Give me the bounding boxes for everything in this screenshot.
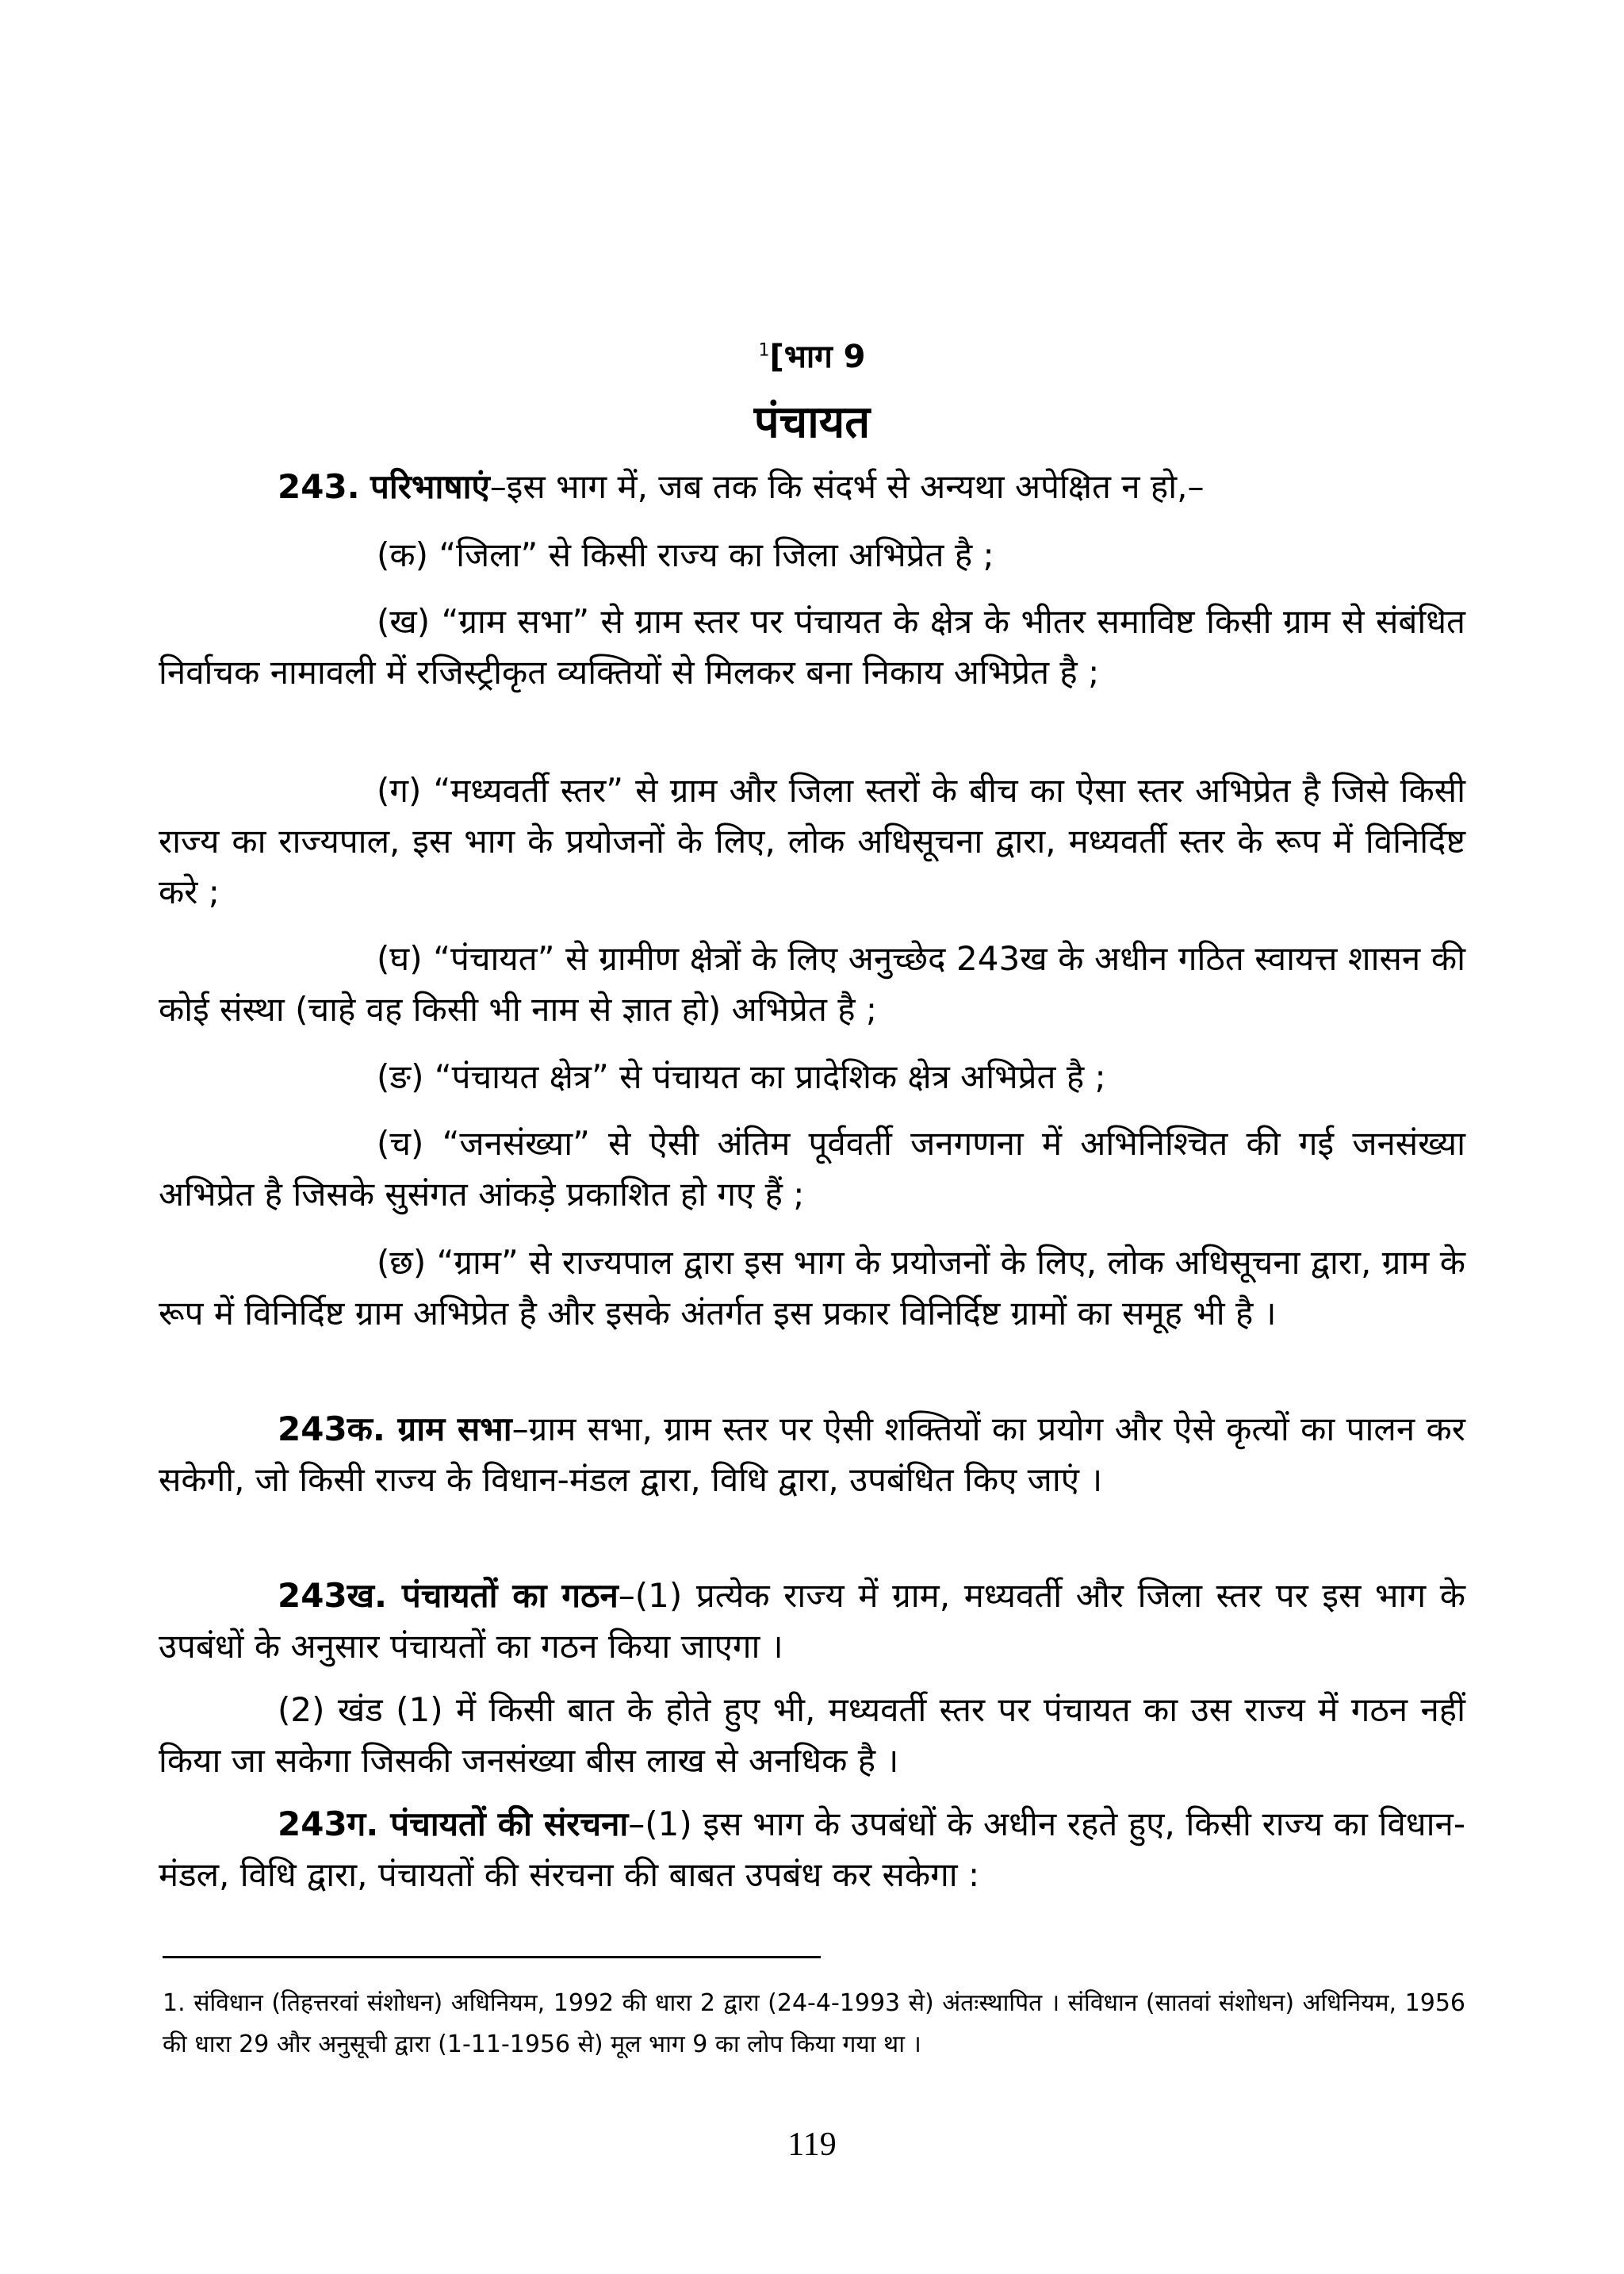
footnote-marker: 1 — [758, 340, 770, 361]
clause-chha: (छ) “ग्राम” से राज्यपाल द्वारा इस भाग के प्रयोजनों के लिए, लोक अधिसूचना द्वारा, ग्राम के रूप में विनिर्दिष्ट ग्राम अभिप्रेत है और इसके अंतर्गत इस प्रकार विनिर्दिष्ट ग्रामों का समूह भी है । — [159, 1243, 1465, 1333]
section-heading: 243क. ग्राम सभा — [278, 1409, 512, 1448]
section-heading: 243ग. पंचायतों की संरचना — [278, 1804, 629, 1843]
section-number: 243. — [278, 467, 360, 506]
clause-cha: (च) “जनसंख्या” से ऐसी अंतिम पूर्ववर्ती जनगणना में अभिनिश्चित की गई जनसंख्या अभिप्रेत है जिसके सुसंगत आंकड़े प्रकाशित हो गए हैं ; — [159, 1124, 1465, 1214]
footnote: 1. संविधान (तिहत्तरवां संशोधन) अधिनियम, 1992 की धारा 2 द्वारा (24-4-1993 से) अंतःस्थापित । संविधान (सातवां संशोधन) अधिनियम, 1956 की धारा 29 और अनुसूची द्वारा (1-11-1956 से) मूल भाग 9 का लोप किया गया था । — [163, 1989, 1465, 2058]
clause-ga: (ग) “मध्यवर्ती स्तर” से ग्राम और जिला स्तरों के बीच का ऐसा स्तर अभिप्रेत है जिसे किसी राज्य का राज्यपाल, इस भाग के प्रयोजनों के लिए, लोक अधिसूचना द्वारा, मध्यवर्ती स्तर के रूप में विनिर्दिष्ट करे ; — [159, 771, 1465, 911]
page-number: 119 — [787, 2126, 837, 2163]
clause-nga: (ङ) “पंचायत क्षेत्र” से पंचायत का प्रादेशिक क्षेत्र अभिप्रेत है ; — [377, 1057, 1106, 1096]
chapter-title: पंचायत — [753, 397, 871, 448]
section-243b-clause-2: (2) खंड (1) में किसी बात के होते हुए भी, मध्यवर्ती स्तर पर पंचायत का उस राज्य में गठन नहीं किया जा सकेगा जिसकी जनसंख्या बीस लाख से अनधिक है । — [159, 1690, 1465, 1780]
section-text: –(1) प्रत्येक राज्य में ग्राम, मध्यवर्ती और जिला स्तर पर इस भाग के उपबंधों के अनुसार पंचायतों का गठन किया जाएगा । — [159, 1576, 1465, 1666]
part-heading — [0, 333, 1624, 377]
section-heading: परिभाषाएं — [370, 467, 490, 506]
section-text: –ग्राम सभा, ग्राम स्तर पर ऐसी शक्तियों का प्रयोग और ऐसे कृत्यों का पालन कर सकेगी, जो किसी राज्य के विधान-मंडल द्वारा, विधि द्वारा, उपबंधित किए जाएं । — [159, 1409, 1465, 1499]
section-243-intro — [159, 462, 1465, 512]
part-label: [भाग 9 — [769, 339, 866, 375]
section-text: –(1) इस भाग के उपबंधों के अधीन रहते हुए, किसी राज्य का विधान-मंडल, विधि द्वारा, पंचायतों की संरचना की बाबत उपबंध कर सकेगा : — [159, 1804, 1465, 1894]
section-243c — [159, 1799, 1465, 1900]
clause-kha: (ख) “ग्राम सभा” से ग्राम स्तर पर पंचायत के क्षेत्र के भीतर समाविष्ट किसी ग्राम से संबंधित निर्वाचक नामावली में रजिस्ट्रीकृत व्यक्तियों से मिलकर बना निकाय अभिप्रेत है ; — [159, 602, 1465, 692]
clause-ka: (क) “जिला” से किसी राज्य का जिला अभिप्रेत है ; — [377, 535, 994, 574]
section-243b-clause-1 — [159, 1570, 1465, 1672]
section-heading: 243ख. पंचायतों का गठन — [278, 1576, 619, 1615]
section-intro-text: –इस भाग में, जब तक कि संदर्भ से अन्यथा अपेक्षित न हो,– — [489, 467, 1205, 506]
footnote-divider — [163, 1956, 821, 1958]
clause-gha: (घ) “पंचायत” से ग्रामीण क्षेत्रों के लिए अनुच्छेद 243ख के अधीन गठित स्वायत्त शासन की कोई संस्था (चाहे वह किसी भी नाम से ज्ञात हो) अभिप्रेत है ; — [159, 939, 1465, 1029]
section-243a — [159, 1404, 1465, 1505]
